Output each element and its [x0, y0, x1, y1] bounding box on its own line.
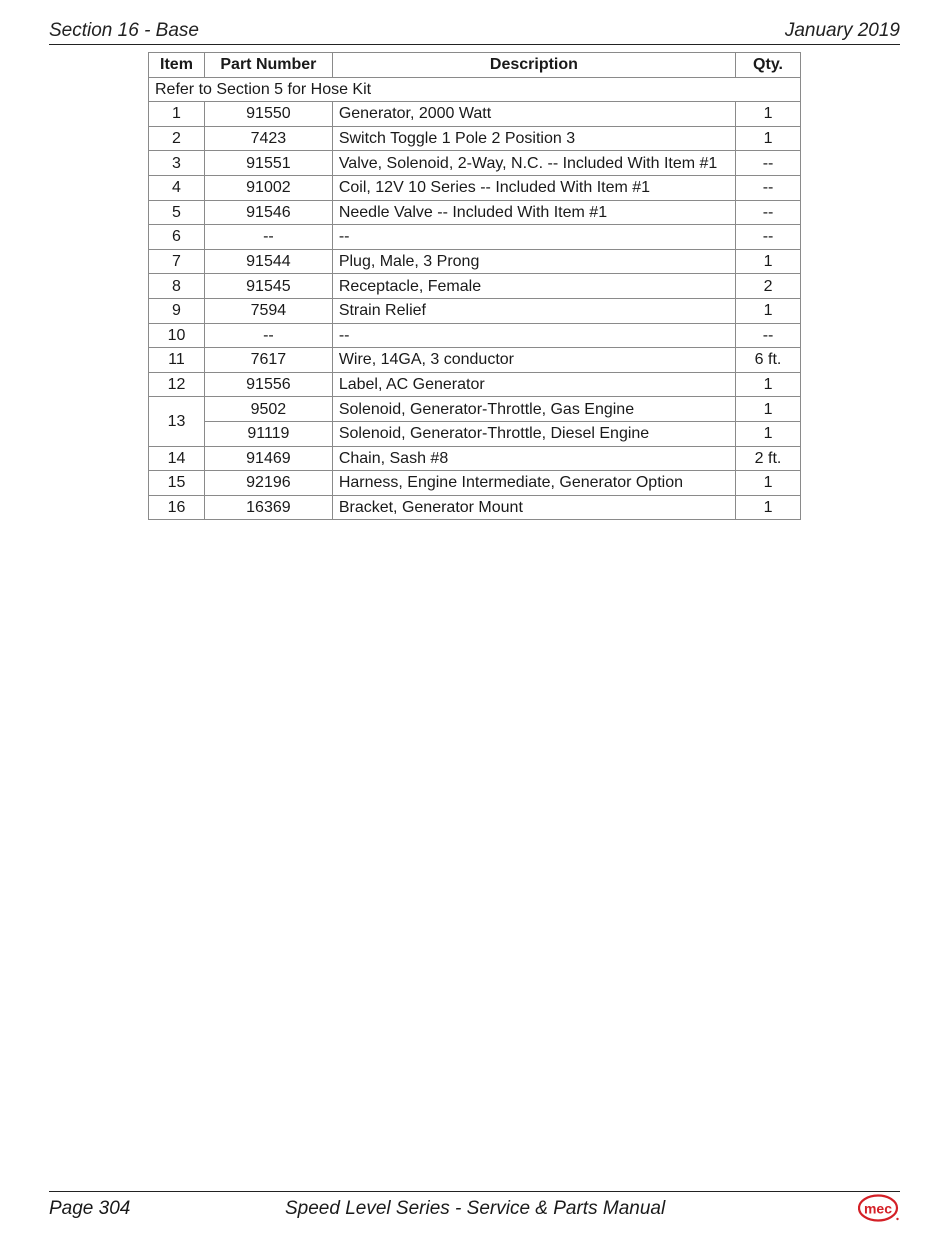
table-row [149, 397, 801, 422]
qty-cell: 1 [736, 372, 801, 397]
table-row [149, 421, 801, 446]
description-cell: -- [332, 225, 735, 250]
description-cell: Plug, Male, 3 Prong [332, 249, 735, 274]
description-cell: Switch Toggle 1 Pole 2 Position 3 [332, 126, 735, 151]
section-title: Section 16 - Base [49, 20, 199, 41]
part-number-cell: 91469 [204, 446, 332, 471]
item-cell: 5 [149, 200, 205, 225]
hose-kit-note: Refer to Section 5 for Hose Kit [149, 77, 801, 102]
qty-cell: 1 [736, 421, 801, 446]
part-number-cell: 7423 [204, 126, 332, 151]
part-number-cell: 92196 [204, 471, 332, 496]
column-header-qty: Qty. [736, 53, 801, 78]
table-row [149, 151, 801, 176]
qty-cell: 1 [736, 249, 801, 274]
table-note-row [149, 77, 801, 102]
qty-cell: 1 [736, 397, 801, 422]
page-number: Page 304 [49, 1198, 131, 1219]
description-cell: Receptacle, Female [332, 274, 735, 299]
part-number-cell: 91119 [204, 421, 332, 446]
part-number-cell: 91550 [204, 102, 332, 127]
table-row [149, 102, 801, 127]
qty-cell: 1 [736, 471, 801, 496]
part-number-cell: 91546 [204, 200, 332, 225]
item-cell: 7 [149, 249, 205, 274]
part-number-cell: -- [204, 323, 332, 348]
table-row [149, 471, 801, 496]
item-cell: 14 [149, 446, 205, 471]
item-cell: 1 [149, 102, 205, 127]
description-cell: Strain Relief [332, 298, 735, 323]
part-number-cell: 91544 [204, 249, 332, 274]
item-cell: 11 [149, 348, 205, 373]
qty-cell: 1 [736, 126, 801, 151]
qty-cell: -- [736, 323, 801, 348]
table-row [149, 372, 801, 397]
table-row [149, 225, 801, 250]
table-row [149, 446, 801, 471]
qty-cell: 2 [736, 274, 801, 299]
parts-table [148, 52, 801, 520]
qty-cell: 1 [736, 298, 801, 323]
qty-cell: 2 ft. [736, 446, 801, 471]
logo-text: mec [863, 1200, 893, 1217]
description-cell: Wire, 14GA, 3 conductor [332, 348, 735, 373]
description-cell: Solenoid, Generator-Throttle, Diesel Engine [332, 421, 735, 446]
part-number-cell: 7594 [204, 298, 332, 323]
item-cell: 12 [149, 372, 205, 397]
qty-cell: 1 [736, 102, 801, 127]
qty-cell: 6 ft. [736, 348, 801, 373]
item-cell: 15 [149, 471, 205, 496]
table-row [149, 274, 801, 299]
qty-cell: -- [736, 225, 801, 250]
item-cell: 10 [149, 323, 205, 348]
table-row [149, 175, 801, 200]
description-cell: Chain, Sash #8 [332, 446, 735, 471]
table-row [149, 249, 801, 274]
table-row [149, 323, 801, 348]
table-row [149, 200, 801, 225]
item-cell: 6 [149, 225, 205, 250]
part-number-cell: 9502 [204, 397, 332, 422]
qty-cell: -- [736, 200, 801, 225]
table-header-row [149, 53, 801, 78]
part-number-cell: 16369 [204, 495, 332, 520]
item-cell: 2 [149, 126, 205, 151]
manual-title: Speed Level Series - Service & Parts Manual [285, 1198, 666, 1219]
qty-cell: 1 [736, 495, 801, 520]
part-number-cell: 91556 [204, 372, 332, 397]
description-cell: Label, AC Generator [332, 372, 735, 397]
table-row [149, 348, 801, 373]
table-row [149, 298, 801, 323]
qty-cell: -- [736, 151, 801, 176]
part-number-cell: -- [204, 225, 332, 250]
item-cell: 4 [149, 175, 205, 200]
description-cell: Needle Valve -- Included With Item #1 [332, 200, 735, 225]
item-cell: 3 [149, 151, 205, 176]
qty-cell: -- [736, 175, 801, 200]
description-cell: -- [332, 323, 735, 348]
page-header [49, 18, 900, 45]
item-cell: 13 [149, 397, 205, 446]
description-cell: Solenoid, Generator-Throttle, Gas Engine [332, 397, 735, 422]
part-number-cell: 7617 [204, 348, 332, 373]
part-number-cell: 91002 [204, 175, 332, 200]
column-header-part-number: Part Number [204, 53, 332, 78]
page-footer [49, 1191, 900, 1226]
item-cell: 16 [149, 495, 205, 520]
description-cell: Valve, Solenoid, 2-Way, N.C. -- Included With Item #1 [332, 151, 735, 176]
description-cell: Coil, 12V 10 Series -- Included With Item #1 [332, 175, 735, 200]
column-header-description: Description [332, 53, 735, 78]
table-row [149, 126, 801, 151]
mec-logo-icon [858, 1194, 900, 1222]
column-header-item: Item [149, 53, 205, 78]
description-cell: Harness, Engine Intermediate, Generator Option [332, 471, 735, 496]
publication-date: January 2019 [784, 20, 900, 41]
part-number-cell: 91545 [204, 274, 332, 299]
item-cell: 8 [149, 274, 205, 299]
description-cell: Generator, 2000 Watt [332, 102, 735, 127]
description-cell: Bracket, Generator Mount [332, 495, 735, 520]
part-number-cell: 91551 [204, 151, 332, 176]
item-cell: 9 [149, 298, 205, 323]
table-row [149, 495, 801, 520]
